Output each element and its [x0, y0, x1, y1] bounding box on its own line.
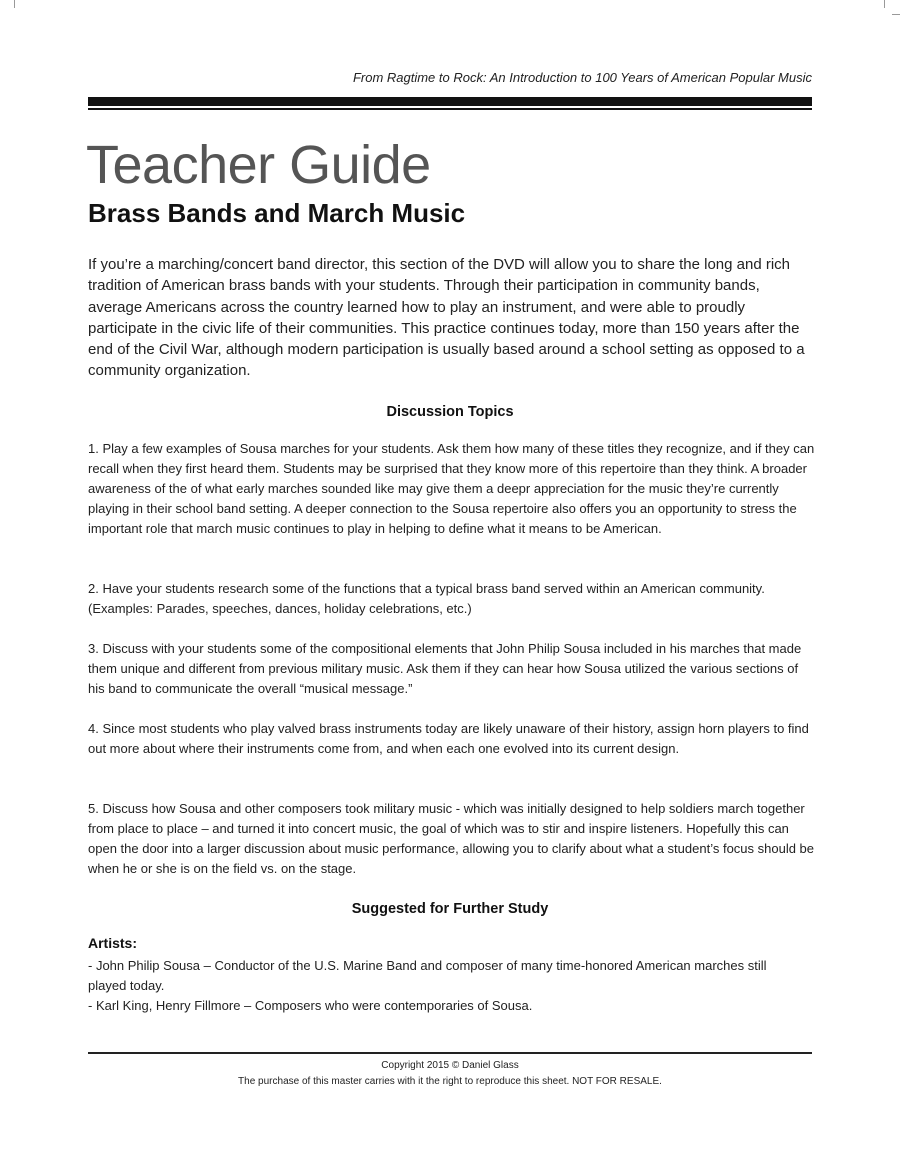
- discussion-topic-3: 3. Discuss with your students some of the compositional elements that John Philip Sousa included in his marches that made them unique and different from previous military music. Ask them if they can hear how Sousa utilized the various sections of his band to communicate the overall “musical message.”: [88, 641, 802, 696]
- artist-item: - Karl King, Henry Fillmore – Composers who were contemporaries of Sousa.: [88, 998, 533, 1013]
- discussion-topic-2: 2. Have your students research some of the functions that a typical brass band served within an American community. (Examples: Parades, speeches, dances, holiday celebrations, etc.): [88, 581, 765, 616]
- footer-rule: [88, 1052, 812, 1054]
- running-head: From Ragtime to Rock: An Introduction to 100 Years of American Popular Music: [352, 70, 812, 85]
- discussion-topic-5: 5. Discuss how Sousa and other composers took military music - which was initially designed to help soldiers march together from place to place – and turned it into concert music, the goal of which was to stir and inspire listeners. Hopefully this can open the door into a larger discussion about music performance, allowing you to clarify about what a student’s focus should be when he or she is on the field vs. on the stage.: [88, 801, 815, 876]
- further-study-heading: Suggested for Further Study: [351, 901, 549, 917]
- artists-label: Artists:: [88, 935, 138, 951]
- section-title: Brass Bands and March Music: [88, 198, 466, 228]
- copyright-line: Copyright 2015 © Daniel Glass: [381, 1060, 519, 1071]
- page-title: Teacher Guide: [86, 135, 431, 195]
- crop-mark-top-right-h: [892, 14, 900, 15]
- crop-mark-top-left: [14, 0, 15, 8]
- artist-item: - John Philip Sousa – Conductor of the U.S. Marine Band and composer of many time-honored American marches still played today.: [88, 958, 767, 993]
- header-rule-thin: [88, 108, 812, 110]
- intro-paragraph: If you’re a marching/concert band director, this section of the DVD will allow you to share the long and rich tradition of American brass bands with your students. Through their participation in community bands, average Americans across the country learned how to play an instrument, and were able to proudly participate in the civic life of their communities. This practice continues today, more than 150 years after the end of the Civil War, although modern participation is usually based around a school setting as opposed to a community organization.: [88, 256, 805, 380]
- discussion-topic-4: 4. Since most students who play valved brass instruments today are likely unaware of their history, assign horn players to find out more about where their instruments come from, and when each one evolved into its current design.: [88, 721, 809, 756]
- discussion-heading: Discussion Topics: [386, 404, 514, 420]
- discussion-topic-1: 1. Play a few examples of Sousa marches for your students. Ask them how many of these titles they recognize, and if they can recall when they first heard them. Students may be surprised that they know more of this repertoire than they think. A broader awareness of the of what early marches sounded like may give them a deepr appreciation for the music they’re currently playing in their school band setting. A deeper connection to the Sousa repertoire also offers you an opportunity to stress the important role that march music continues to play in helping to define what it means to be American.: [88, 441, 815, 536]
- header-rule-thick: [88, 97, 812, 106]
- reproduction-notice: The purchase of this master carries with it the right to reproduce this sheet. NOT FOR RESALE.: [238, 1076, 662, 1087]
- crop-mark-top-right: [884, 0, 885, 8]
